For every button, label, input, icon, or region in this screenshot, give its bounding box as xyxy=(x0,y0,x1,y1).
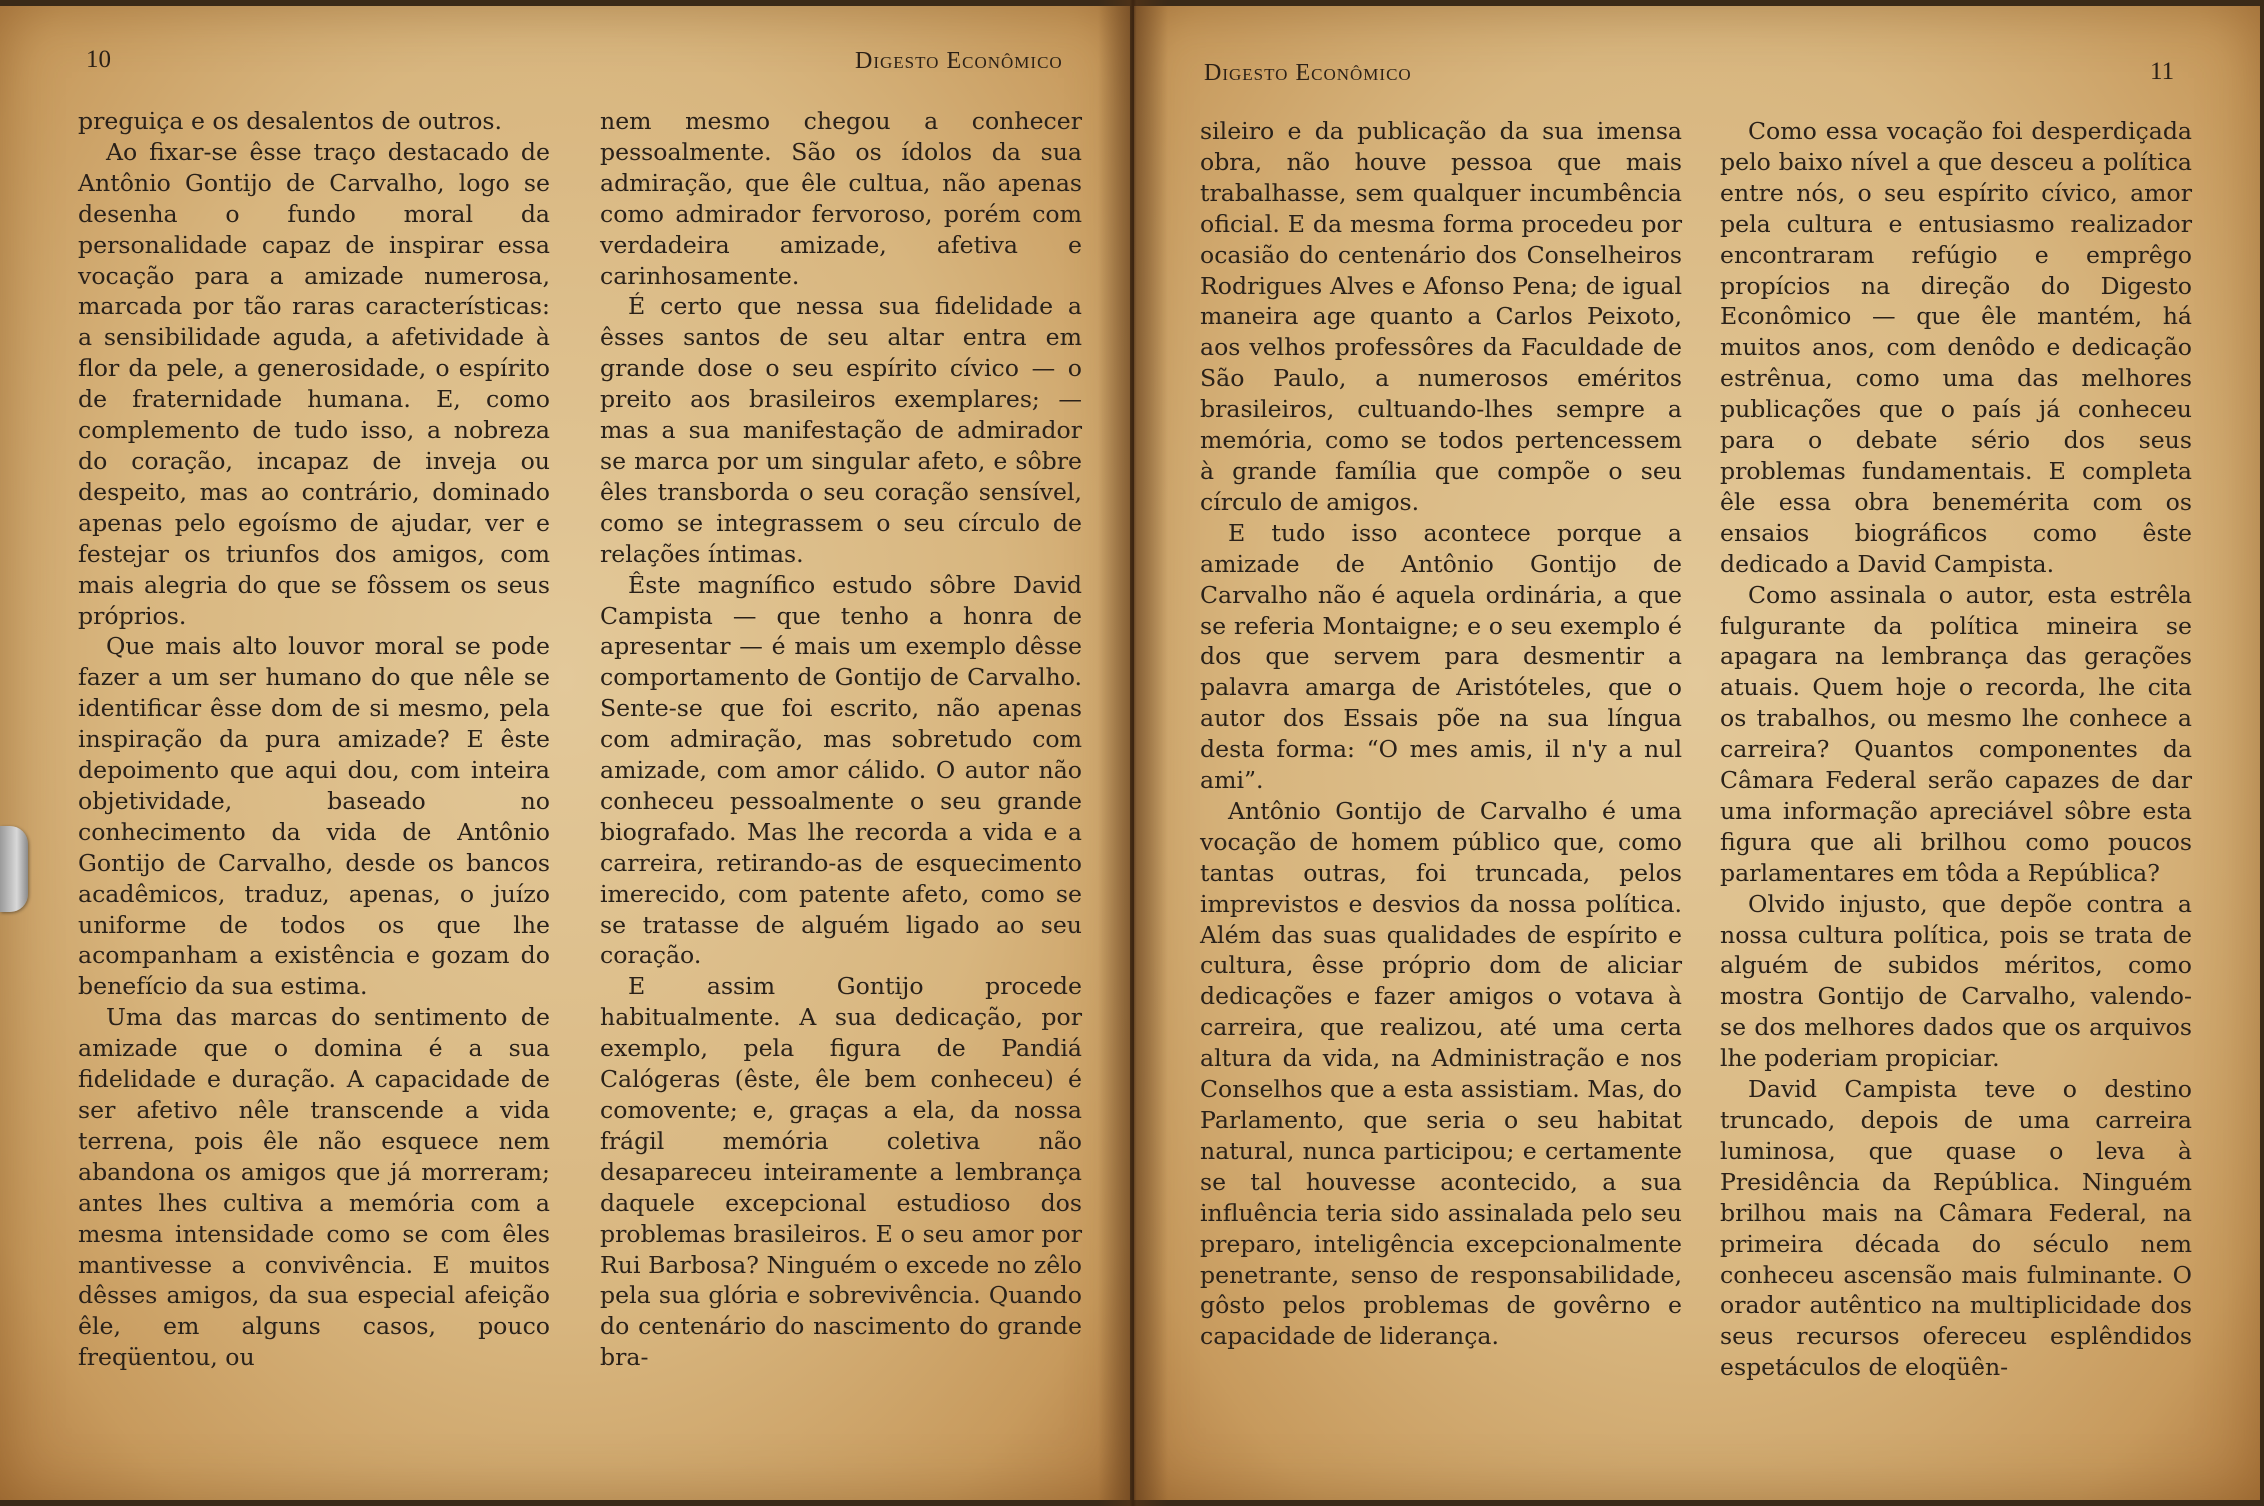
paragraph: Êste magnífico estudo sôbre David Campista — que tenho a honra de apresentar — é mais um exemplo dêsse comportamento de Gontijo de Carvalho. Sente-se que foi escrito, não apenas com admiração, mas sobretudo com amizade, com amor cálido. O autor não conheceu pessoalmente o seu grande biografado. Mas lhe recorda a vida e a carreira, retirando-as de esquecimento imerecido, com patente afeto, como se se tratasse de alguém ligado ao seu coração. xyxy=(600,570,1082,970)
paragraph: nem mesmo chegou a conhecer pessoalmente. São os ídolos da sua admiração, que êle cultua, não apenas como admirador fervoroso, porém com verdadeira amizade, afetiva e carinhosamente. xyxy=(600,107,1082,290)
left-page-number: 10 xyxy=(86,46,111,73)
paragraph: Olvido injusto, que depõe contra a nossa cultura política, pois se trata de alguém de subidos méritos, como mostra Gontijo de Carvalho, valendo-se dos melhores dados que os arquivos lhe poderiam propiciar. xyxy=(1720,889,2192,1073)
paragraph: Como assinala o autor, esta estrêla fulgurante da política mineira se apagara na lembrança das gerações atuais. Quem hoje o recorda, lhe cita os trabalhos, ou mesmo lhe conhece a carreira? Quantos componentes da Câmara Federal serão capazes de dar uma informação apreciável sôbre esta figura que ali brilhou como poucos parlamentares em tôda a República? xyxy=(1720,580,2192,887)
right-running-head: Digesto Econômico xyxy=(1204,60,1412,86)
paragraph: David Campista teve o destino truncado, depois de uma carreira luminosa, que quase o leva à Presidência da República. Ninguém brilhou mais na Câmara Federal, na primeira década do século nem conheceu ascensão mais fulminante. O orador autêntico na multiplicidade dos seus recursos ofereceu esplêndidos espetáculos de eloqüên- xyxy=(1720,1075,2192,1382)
paragraph: E assim Gontijo procede habitualmente. A sua dedicação, por exemplo, pela figura de Pandiá Calógeras (êste, êle bem conheceu) é comovente; e, graças a ela, da nossa frágil memória coletiva não desapareceu inteiramente a lembrança daquele excepcional estudioso dos problemas brasileiros. E o seu amor por Rui Barbosa? Ninguém o excede no zêlo pela sua glória e sobrevivência. Quando do centenário do nascimento do grande bra- xyxy=(600,972,1082,1372)
paper-clip xyxy=(0,826,28,912)
left-running-head: Digesto Econômico xyxy=(855,48,1063,74)
right-column-1 xyxy=(1200,116,1682,1352)
paragraph: Que mais alto louvor moral se pode fazer a um ser humano do que nêle se identificar êsse dom de si mesmo, pela inspiração da pura amizade? E êste depoimento que aqui dou, com inteira objetividade, baseado no conhecimento da vida de Antônio Gontijo de Carvalho, desde os bancos acadêmicos, traduz, apenas, o juízo uniforme de todos os que lhe acompanham a existência e gozam do benefício da sua estima. xyxy=(78,632,550,1001)
right-column-2 xyxy=(1720,116,2192,1383)
paragraph: preguiça e os desalentos de outros. xyxy=(78,107,503,135)
paragraph: Uma das marcas do sentimento de amizade que o domina é a sua fidelidade e duração. A capacidade de ser afetivo nêle transcende a vida terrena, pois êle não esquece nem abandona os amigos que já morreram; antes lhes cultiva a memória com a mesma intensidade como se com êles mantivesse a convivência. E muitos dêsses amigos, da sua especial afeição êle, em alguns casos, pouco freqüentou, ou xyxy=(78,1003,550,1372)
left-column-2 xyxy=(600,106,1082,1373)
paragraph: Antônio Gontijo de Carvalho é uma vocação de homem público que, como tantas outras, foi truncada, pelos imprevistos e desvios da nossa política. Além das suas qualidades de espírito e cultura, êsse próprio dom de aliciar dedicações e fazer amigos o votava à carreira, que realizou, até uma certa altura da vida, na Administração e nos Conselhos que a esta assistiam. Mas, do Parlamento, que seria o seu habitat natural, nunca participou; e certamente se tal houvesse acontecido, a sua influência teria sido assinalada pelo seu preparo, inteligência excepcionalmente penetrante, senso de responsabilidade, gôsto pelos problemas de govêrno e capacidade de liderança. xyxy=(1200,796,1682,1351)
left-page xyxy=(0,6,1130,1500)
right-page xyxy=(1134,6,2260,1500)
paragraph: Ao fixar-se êsse traço destacado de Antônio Gontijo de Carvalho, logo se desenha o fundo moral da personalidade capaz de inspirar essa vocação para a amizade numerosa, marcada por tão raras características: a sensibilidade aguda, a afetividade à flor da pele, a generosidade, o espírito de fraternidade humana. E, como complemento de tudo isso, a nobreza do coração, incapaz de inveja ou despeito, mas ao contrário, dominado apenas pelo egoísmo de ajudar, ver e festejar os triunfos dos amigos, com mais alegria do que se fôssem os seus próprios. xyxy=(78,137,550,630)
left-column-1 xyxy=(78,106,550,1373)
paragraph: É certo que nessa sua fidelidade a êsses santos de seu altar entra em grande dose o seu espírito cívico — o preito aos brasileiros exemplares; — mas a sua manifestação de admirador se marca por um singular afeto, e sôbre êles transborda o seu coração sensível, como se integrassem o seu círculo de relações íntimas. xyxy=(600,292,1082,568)
paragraph: Como essa vocação foi desperdiçada pelo baixo nível a que desceu a política entre nós, o seu espírito cívico, amor pela cultura e entusiasmo realizador encontraram refúgio e emprêgo propícios na direção do Digesto Econômico — que êle mantém, há muitos anos, com denôdo e dedicação estrênua, como uma das melhores publicações que o país já conheceu para o debate sério dos seus problemas fundamentais. E completa êle essa obra benemérita com os ensaios biográficos como êste dedicado a David Campista. xyxy=(1720,117,2192,578)
right-page-number: 11 xyxy=(2150,58,2175,85)
paragraph: sileiro e da publicação da sua imensa obra, não houve pessoa que mais trabalhasse, sem qualquer incumbência oficial. E da mesma forma procedeu por ocasião do centenário dos Conselheiros Rodrigues Alves e Afonso Pena; de igual maneira age quanto a Carlos Peixoto, aos velhos professôres da Faculdade de São Paulo, a numerosos eméritos brasileiros, cultuando-lhes sempre a memória, como se todos pertencessem à grande família que compõe o seu círculo de amigos. xyxy=(1200,117,1682,516)
paragraph: E tudo isso acontece porque a amizade de Antônio Gontijo de Carvalho não é aquela ordinária, a que se referia Montaigne; e o seu exemplo é dos que servem para desmentir a palavra amarga de Aristóteles, que o autor dos Essais põe na sua língua desta forma: “O mes amis, il n'y a nul ami”. xyxy=(1200,518,1682,795)
